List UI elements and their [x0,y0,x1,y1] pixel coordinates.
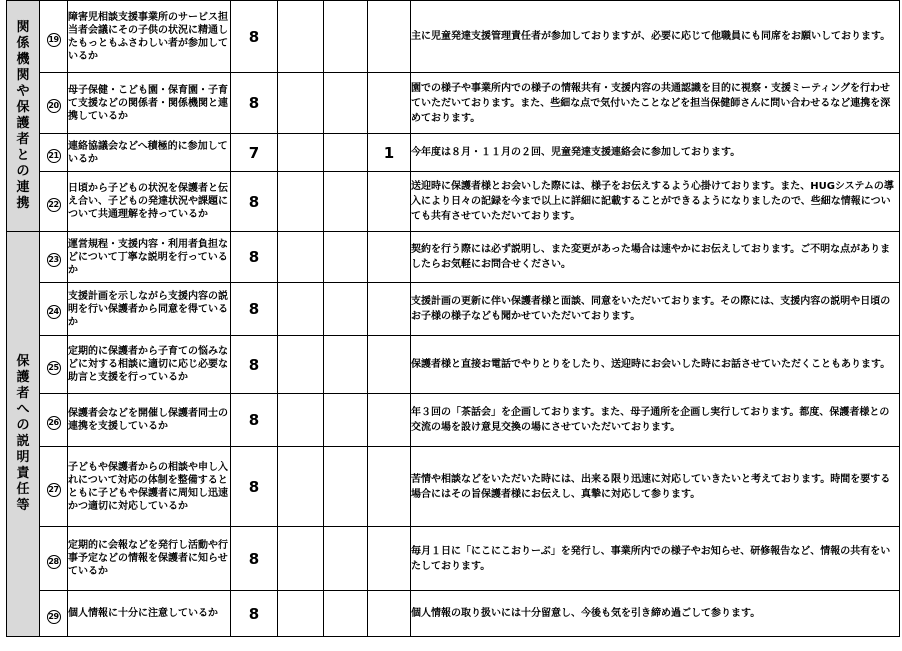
item-number: 29 [47,610,61,624]
count-cell [278,172,324,232]
item-text: 運営規程・支援内容・利用者負担などについて丁寧な説明を行っているか [68,232,231,283]
item-number: 26 [47,416,61,430]
item-text: 定期的に保護者から子育ての悩みなどに対する相談に適切に応じ必要な助言と支援を行っているか [68,336,231,394]
count-cell [278,527,324,591]
count-cell [278,336,324,394]
count-cell [278,134,324,172]
count-cell [324,394,368,447]
count-cell [324,591,368,637]
score-cell: 8 [231,591,278,637]
count-cell: 1 [368,134,411,172]
item-text: 保護者会などを開催し保護者同士の連携を支援しているか [68,394,231,447]
item-number: 24 [47,305,61,319]
score-cell: 7 [231,134,278,172]
count-cell [368,1,411,73]
comment-cell: 個人情報の取り扱いには十分留意し、今後も気を引き締め過ごして参ります。 [411,591,900,637]
table-row [7,134,900,172]
item-text: 定期的に会報などを発行し活動や行事予定などの情報を保護者に知らせているか [68,527,231,591]
table-row [7,232,900,283]
count-cell [368,283,411,336]
item-number: 27 [47,483,61,497]
count-cell [324,1,368,73]
item-text: 障害児相談支援事業所のサービス担当者会議にその子供の状況に精通したもっともふさわしい者が参加しているか [68,1,231,73]
score-cell: 8 [231,283,278,336]
score-cell: 8 [231,336,278,394]
item-text: 子どもや保護者からの相談や申し入れについて対応の体制を整備するとともに子どもや保護者に周知し迅速かつ適切に対応しているか [68,447,231,527]
score-cell: 8 [231,394,278,447]
comment-cell: 苦情や相談などをいただいた時には、出来る限り迅速に対応していきたいと考えております。時間を要する場合にはその旨保護者様にお伝えし、真摯に対応して参ります。 [411,447,900,527]
table-row [7,283,900,336]
score-cell: 8 [231,73,278,134]
table-row [7,1,900,73]
count-cell [368,447,411,527]
comment-cell: 主に児童発達支援管理責任者が参加しておりますが、必要に応じて他職員にも同席をお願いしております。 [411,1,900,73]
item-number: 20 [47,99,61,113]
item-number: 22 [47,198,61,212]
count-cell [368,394,411,447]
count-cell [368,73,411,134]
item-number: 25 [47,361,61,375]
count-cell [278,447,324,527]
count-cell [278,283,324,336]
count-cell [368,232,411,283]
item-number: 23 [47,253,61,267]
section-cell: 保護者への説明責任等 [7,232,40,637]
count-cell [278,232,324,283]
comment-cell: 年３回の「茶話会」を企画しております。また、母子通所を企画し実行しております。都度、保護者様との交流の場を設け意見交換の場にさせていただいております。 [411,394,900,447]
item-text: 日頃から子どもの状況を保護者と伝え合い、子どもの発達状況や課題について共通理解を持っているか [68,172,231,232]
count-cell [324,336,368,394]
count-cell [324,232,368,283]
count-cell [324,134,368,172]
count-cell [368,527,411,591]
count-cell [278,394,324,447]
comment-cell: 保護者様と直接お電話でやりとりをしたり、送迎時にお会いした時にお話させていただくこともあります。 [411,336,900,394]
comment-cell: 毎月１日に「にこにこおりーぶ」を発行し、事業所内での様子やお知らせ、研修報告など、情報の共有をいたしております。 [411,527,900,591]
score-cell: 8 [231,232,278,283]
evaluation-table [6,0,900,637]
comment-cell: 送迎時に保護者様とお会いした際には、様子をお伝えするよう心掛けております。また、HUGシステムの導入により日々の記録を今まで以上に詳細に記載することができるようになりましたので、些細な情報についても共有させていただいております。 [411,172,900,232]
item-text: 連絡協議会などへ積極的に参加しているか [68,134,231,172]
count-cell [324,527,368,591]
table-row [7,73,900,134]
comment-cell: 契約を行う際には必ず説明し、また変更があった場合は速やかにお伝えしております。ご不明な点がありましたらお気軽にお問合せください。 [411,232,900,283]
count-cell [368,336,411,394]
count-cell [368,172,411,232]
score-cell: 8 [231,447,278,527]
item-text: 母子保健・こども園・保育園・子育て支援などの関係者・関係機関と連携しているか [68,73,231,134]
item-number: 21 [47,149,61,163]
item-number: 19 [47,33,61,47]
table-row [7,591,900,637]
count-cell [324,172,368,232]
table-row [7,172,900,232]
comment-cell: 今年度は８月・１１月の２回、児童発達支援連絡会に参加しております。 [411,134,900,172]
score-cell: 8 [231,527,278,591]
count-cell [324,283,368,336]
item-text: 支援計画を示しながら支援内容の説明を行い保護者から同意を得ているか [68,283,231,336]
table-row [7,336,900,394]
count-cell [278,1,324,73]
table-row [7,447,900,527]
count-cell [324,73,368,134]
item-text: 個人情報に十分に注意しているか [68,591,231,637]
count-cell [278,73,324,134]
count-cell [278,591,324,637]
comment-cell: 支援計画の更新に伴い保護者様と面談、同意をいただいております。その際には、支援内容の説明や日頃のお子様の様子なども聞かせていただいております。 [411,283,900,336]
section-cell: 関係機関や保護者との連携 [7,1,40,232]
score-cell: 8 [231,1,278,73]
score-cell: 8 [231,172,278,232]
table-row [7,527,900,591]
table-row [7,394,900,447]
comment-cell: 園での様子や事業所内での様子の情報共有・支援内容の共通認識を目的に視察・支援ミーティングを行わせていただいております。また、些細な点で気付いたことなどを担当保健師さんに問い合わせるなど連携を深めております。 [411,73,900,134]
item-number: 28 [47,555,61,569]
count-cell [324,447,368,527]
count-cell [368,591,411,637]
